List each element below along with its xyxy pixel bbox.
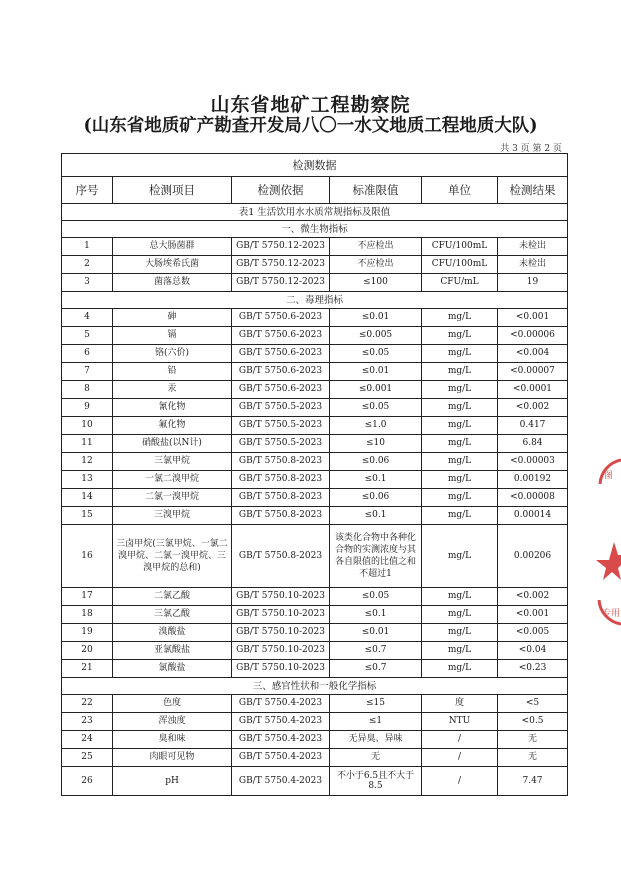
test-item: 大肠埃希氏菌: [113, 256, 232, 274]
unit: mg/L: [422, 417, 498, 435]
test-result: <0.002: [498, 588, 568, 606]
standard-limit: ≤0.06: [330, 453, 422, 471]
table-row: [62, 274, 568, 292]
test-item: 三氯甲烷: [113, 453, 232, 471]
test-result: <0.00008: [498, 489, 568, 507]
unit: /: [422, 767, 498, 796]
row-number: 17: [62, 588, 113, 606]
table-row: [62, 399, 568, 417]
test-result: <0.001: [498, 606, 568, 624]
standard-limit: ≤0.7: [330, 660, 422, 678]
unit: mg/L: [422, 327, 498, 345]
row-number: 10: [62, 417, 113, 435]
test-method: GB/T 5750.10-2023: [232, 606, 330, 624]
test-method: GB/T 5750.12-2023: [232, 274, 330, 292]
test-item: 三溴甲烷: [113, 507, 232, 525]
table-row: [62, 660, 568, 678]
standard-limit: 不应检出: [330, 238, 422, 256]
test-result: <0.002: [498, 399, 568, 417]
test-item: 菌落总数: [113, 274, 232, 292]
test-method: GB/T 5750.4-2023: [232, 731, 330, 749]
standard-limit: ≤100: [330, 274, 422, 292]
test-method: GB/T 5750.10-2023: [232, 588, 330, 606]
test-item: 汞: [113, 381, 232, 399]
unit: mg/L: [422, 399, 498, 417]
table-row: [62, 749, 568, 767]
test-item: 溴酸盐: [113, 624, 232, 642]
test-item: 铬(六价): [113, 345, 232, 363]
standard-limit: 无异臭、异味: [330, 731, 422, 749]
test-method: GB/T 5750.6-2023: [232, 327, 330, 345]
row-number: 14: [62, 489, 113, 507]
org-name: 山东省地矿工程勘察院: [210, 94, 411, 116]
row-number: 24: [62, 731, 113, 749]
unit: mg/L: [422, 606, 498, 624]
table-row: [62, 525, 568, 588]
unit: mg/L: [422, 435, 498, 453]
standard-limit: ≤0.7: [330, 642, 422, 660]
unit: mg/L: [422, 471, 498, 489]
test-result: 0.00192: [498, 471, 568, 489]
red-seal-fragment: [594, 586, 621, 626]
table-row: [62, 606, 568, 624]
test-result: <0.001: [498, 309, 568, 327]
unit: mg/L: [422, 309, 498, 327]
test-item: 氟化物: [113, 417, 232, 435]
standard-limit: ≤0.05: [330, 345, 422, 363]
table-row: [62, 767, 568, 796]
unit: /: [422, 749, 498, 767]
test-item: 一氯二溴甲烷: [113, 471, 232, 489]
standard-limit: ≤10: [330, 435, 422, 453]
test-result: 0.00206: [498, 525, 568, 588]
row-number: 6: [62, 345, 113, 363]
test-method: GB/T 5750.10-2023: [232, 660, 330, 678]
standard-limit: ≤0.06: [330, 489, 422, 507]
table-row: [62, 507, 568, 525]
unit: mg/L: [422, 624, 498, 642]
test-result: 0.417: [498, 417, 568, 435]
test-data-table: [61, 153, 568, 796]
table-row: [62, 489, 568, 507]
test-result: 无: [498, 749, 568, 767]
test-item: 铅: [113, 363, 232, 381]
row-number: 1: [62, 238, 113, 256]
unit: CFU/100mL: [422, 238, 498, 256]
test-method: GB/T 5750.8-2023: [232, 453, 330, 471]
standard-limit: 该类化合物中各种化合物的实测浓度与其各自限值的比值之和不超过1: [330, 525, 422, 588]
row-number: 18: [62, 606, 113, 624]
test-item: 亚氯酸盐: [113, 642, 232, 660]
org-subtitle: (山东省地质矿产勘查开发局八〇一水文地质工程地质大队): [83, 116, 538, 136]
unit: NTU: [422, 713, 498, 731]
test-method: GB/T 5750.6-2023: [232, 345, 330, 363]
section-heading: 二、毒理指标: [62, 292, 568, 309]
table-subtitle: 表1 生活饮用水水质常规指标及限值: [62, 204, 568, 221]
row-number: 21: [62, 660, 113, 678]
page-indicator: 共 3 页 第 2 页: [500, 144, 562, 154]
test-item: 硝酸盐(以N计): [113, 435, 232, 453]
unit: mg/L: [422, 345, 498, 363]
test-method: GB/T 5750.6-2023: [232, 363, 330, 381]
test-result: 0.00014: [498, 507, 568, 525]
column-header: 检测依据: [232, 177, 330, 204]
table-row: [62, 381, 568, 399]
test-result: <0.00006: [498, 327, 568, 345]
table-row: [62, 453, 568, 471]
standard-limit: ≤0.01: [330, 363, 422, 381]
test-method: GB/T 5750.10-2023: [232, 642, 330, 660]
column-header: 检测结果: [498, 177, 568, 204]
test-method: GB/T 5750.4-2023: [232, 767, 330, 796]
standard-limit: 不小于6.5且不大于8.5: [330, 767, 422, 796]
test-result: <0.04: [498, 642, 568, 660]
row-number: 22: [62, 695, 113, 713]
test-item: 臭和味: [113, 731, 232, 749]
standard-limit: ≤0.05: [330, 399, 422, 417]
unit: mg/L: [422, 660, 498, 678]
test-item: 砷: [113, 309, 232, 327]
column-header: 序号: [62, 177, 113, 204]
table-row: [62, 695, 568, 713]
table-row: [62, 471, 568, 489]
standard-limit: ≤15: [330, 695, 422, 713]
standard-limit: 不应检出: [330, 256, 422, 274]
test-method: GB/T 5750.4-2023: [232, 713, 330, 731]
row-number: 3: [62, 274, 113, 292]
unit: mg/L: [422, 588, 498, 606]
test-method: GB/T 5750.12-2023: [232, 256, 330, 274]
test-method: GB/T 5750.8-2023: [232, 507, 330, 525]
test-result: <5: [498, 695, 568, 713]
unit: mg/L: [422, 642, 498, 660]
table-row: [62, 417, 568, 435]
test-item: 二氯乙酸: [113, 588, 232, 606]
test-method: GB/T 5750.10-2023: [232, 624, 330, 642]
row-number: 25: [62, 749, 113, 767]
standard-limit: ≤0.1: [330, 606, 422, 624]
table-row: [62, 238, 568, 256]
unit: /: [422, 731, 498, 749]
row-number: 11: [62, 435, 113, 453]
standard-limit: ≤0.1: [330, 507, 422, 525]
row-number: 8: [62, 381, 113, 399]
section-heading: 三、感官性状和一般化学指标: [62, 678, 568, 695]
test-method: GB/T 5750.5-2023: [232, 417, 330, 435]
row-number: 19: [62, 624, 113, 642]
svg-text:图: 图: [604, 471, 614, 481]
row-number: 2: [62, 256, 113, 274]
red-seal-star-icon: [594, 538, 621, 584]
test-item: 二氯一溴甲烷: [113, 489, 232, 507]
row-number: 12: [62, 453, 113, 471]
test-result: 未检出: [498, 256, 568, 274]
test-result: <0.00003: [498, 453, 568, 471]
test-method: GB/T 5750.5-2023: [232, 399, 330, 417]
row-number: 4: [62, 309, 113, 327]
test-result: 未检出: [498, 238, 568, 256]
test-result: <0.005: [498, 624, 568, 642]
row-number: 16: [62, 525, 113, 588]
unit: mg/L: [422, 525, 498, 588]
standard-limit: ≤1.0: [330, 417, 422, 435]
unit: mg/L: [422, 489, 498, 507]
test-item: 色度: [113, 695, 232, 713]
test-result: <0.004: [498, 345, 568, 363]
table-row: [62, 363, 568, 381]
standard-limit: 无: [330, 749, 422, 767]
test-method: GB/T 5750.8-2023: [232, 525, 330, 588]
table-row: [62, 624, 568, 642]
standard-limit: ≤0.05: [330, 588, 422, 606]
test-result: <0.23: [498, 660, 568, 678]
test-method: GB/T 5750.8-2023: [232, 471, 330, 489]
test-item: 三卤甲烷(三氯甲烷、一氯二溴甲烷、二氯一溴甲烷、三溴甲烷的总和): [113, 525, 232, 588]
test-method: GB/T 5750.12-2023: [232, 238, 330, 256]
row-number: 7: [62, 363, 113, 381]
red-seal-fragment: [594, 458, 621, 488]
test-item: 浑浊度: [113, 713, 232, 731]
test-method: GB/T 5750.5-2023: [232, 435, 330, 453]
table-row: [62, 713, 568, 731]
test-result: <0.00007: [498, 363, 568, 381]
column-header: 检测项目: [113, 177, 232, 204]
standard-limit: ≤0.01: [330, 309, 422, 327]
test-method: GB/T 5750.6-2023: [232, 309, 330, 327]
row-number: 5: [62, 327, 113, 345]
column-header: 标准限值: [330, 177, 422, 204]
test-result: 7.47: [498, 767, 568, 796]
test-method: GB/T 5750.4-2023: [232, 695, 330, 713]
test-result: <0.5: [498, 713, 568, 731]
test-item: 镉: [113, 327, 232, 345]
standard-limit: ≤0.01: [330, 624, 422, 642]
table-row: [62, 435, 568, 453]
test-result: 无: [498, 731, 568, 749]
test-item: 三氯乙酸: [113, 606, 232, 624]
test-result: 6.84: [498, 435, 568, 453]
unit: mg/L: [422, 453, 498, 471]
table-row: [62, 588, 568, 606]
test-result: 19: [498, 274, 568, 292]
unit: mg/L: [422, 363, 498, 381]
unit: CFU/100mL: [422, 256, 498, 274]
test-item: 肉眼可见物: [113, 749, 232, 767]
table-caption: 检测数据: [62, 154, 568, 177]
standard-limit: ≤0.1: [330, 471, 422, 489]
standard-limit: ≤0.001: [330, 381, 422, 399]
table-row: [62, 642, 568, 660]
test-item: pH: [113, 767, 232, 796]
unit: mg/L: [422, 507, 498, 525]
svg-text:专用: 专用: [602, 609, 621, 619]
row-number: 23: [62, 713, 113, 731]
unit: mg/L: [422, 381, 498, 399]
row-number: 15: [62, 507, 113, 525]
table-row: [62, 309, 568, 327]
standard-limit: ≤1: [330, 713, 422, 731]
row-number: 26: [62, 767, 113, 796]
table-row: [62, 327, 568, 345]
table-row: [62, 256, 568, 274]
test-item: 总大肠菌群: [113, 238, 232, 256]
column-header: 单位: [422, 177, 498, 204]
test-method: GB/T 5750.4-2023: [232, 749, 330, 767]
table-row: [62, 345, 568, 363]
test-item: 氰化物: [113, 399, 232, 417]
table-row: [62, 731, 568, 749]
row-number: 9: [62, 399, 113, 417]
test-method: GB/T 5750.8-2023: [232, 489, 330, 507]
standard-limit: ≤0.005: [330, 327, 422, 345]
test-method: GB/T 5750.6-2023: [232, 381, 330, 399]
unit: CFU/mL: [422, 274, 498, 292]
test-item: 氯酸盐: [113, 660, 232, 678]
section-heading: 一、微生物指标: [62, 221, 568, 238]
unit: 度: [422, 695, 498, 713]
row-number: 20: [62, 642, 113, 660]
row-number: 13: [62, 471, 113, 489]
test-result: <0.0001: [498, 381, 568, 399]
